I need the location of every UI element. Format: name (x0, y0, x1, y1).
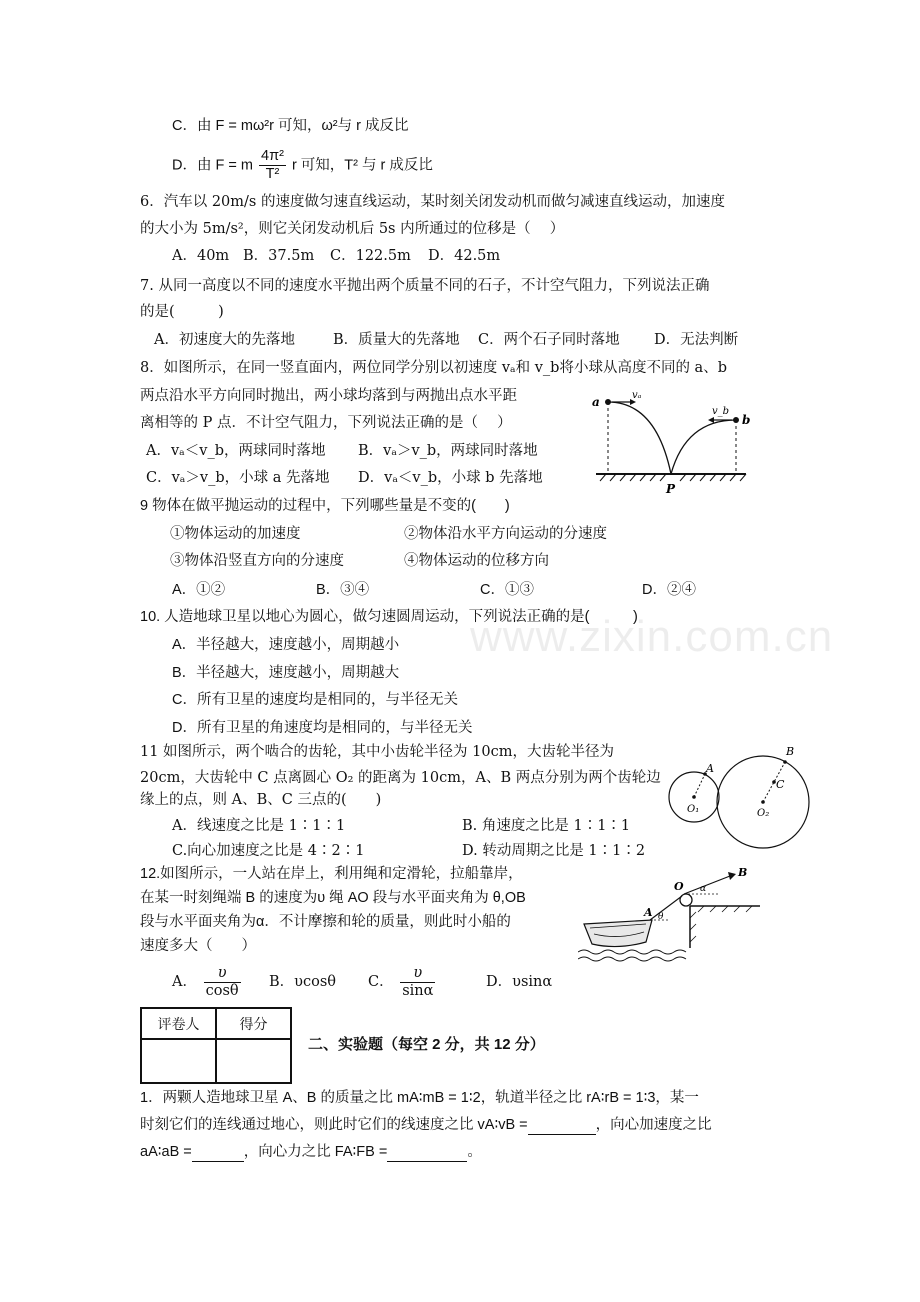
q5-option-d-denominator: T² (265, 166, 280, 182)
q12-option-c-label: C． (368, 974, 394, 990)
q9-item-1: ①物体运动的加速度 (170, 526, 301, 542)
q11-line2: 20cm，大齿轮中 C 点离圆心 O₂ 的距离为 10cm，A、B 两点分别为两个齿轮边 (140, 770, 661, 786)
q6-option-d: D．42.5m (428, 248, 501, 264)
q12-option-c-fraction (400, 965, 435, 1000)
watermark: www.zixin.com.cn (470, 612, 834, 661)
exp1-blank-force[interactable] (387, 1145, 467, 1162)
section2-title: 二、实验题（每空 2 分，共 12 分） (308, 1036, 545, 1053)
q11-option-c: C.向心加速度之比是 4∶2∶1 (172, 843, 365, 859)
q8-trajectory-b (671, 420, 736, 474)
q11-option-b: B. 角速度之比是 1∶1∶1 (462, 818, 631, 834)
q8-label-va: vₐ (632, 390, 642, 401)
q8-option-c: C．vₐ＞v_b，小球 a 先落地 (146, 470, 330, 486)
q11-label-o2: O₂ (757, 808, 770, 819)
q12-line1: 12.如图所示，一人站在岸上，利用绳和定滑轮，拉船靠岸， (140, 866, 523, 882)
q12-shore-hatch (690, 906, 752, 942)
q12-water-wave-1 (578, 950, 686, 954)
q9-option-a: A．①② (172, 582, 226, 598)
q8-label-b: b (742, 413, 751, 427)
q7-option-a: A．初速度大的先落地 (154, 332, 295, 348)
q8-figure (586, 386, 756, 498)
q8-ground-hatch (600, 474, 746, 481)
q10-option-d: D．所有卫星的角速度均是相同的，与半径无关 (172, 720, 473, 736)
q12-arrowhead-b (728, 872, 736, 880)
q12-line2: 在某一时刻绳端 B 的速度为υ 绳 AO 段与水平面夹角为 θ,OB (140, 890, 526, 906)
score-table-grader-cell[interactable] (141, 1039, 216, 1083)
q9-option-d: D．②④ (642, 582, 696, 598)
q8-line3: 离相等的 P 点．不计空气阻力，下列说法正确的是（ ） (140, 415, 512, 431)
q12-label-o: O (674, 880, 684, 893)
q11-option-a: A．线速度之比是 1∶1∶1 (172, 818, 346, 834)
exp1-blank-acceleration[interactable] (192, 1145, 244, 1162)
q9-item-2: ②物体沿水平方向运动的分速度 (404, 526, 607, 542)
q12-option-b: B．υcosθ (269, 974, 336, 990)
q8-label-vb: v_b (712, 406, 730, 417)
exp1-blank-velocity[interactable] (528, 1118, 596, 1135)
q12-label-theta: θ (658, 912, 664, 922)
q12-option-c-numerator: υ (400, 965, 435, 983)
exp1-line3 (140, 1142, 482, 1162)
q5-option-d (172, 148, 433, 183)
exp1-line2-end: ，向心加速度之比 (595, 1117, 712, 1133)
q9-stem: 9 物体在做平抛运动的过程中，下列哪些量是不变的( ) (140, 498, 510, 514)
q6-option-a: A．40m (172, 248, 230, 264)
q8-line1: 8．如图所示，在同一竖直面内，两位同学分别以初速度 vₐ和 v_b将小球从高度不同的 a、b (140, 360, 727, 376)
q8-arrowhead-vb (708, 417, 714, 423)
q12-option-a-fraction (204, 965, 241, 1000)
q11-figure (664, 740, 814, 862)
q7-line1: 7. 从同一高度以不同的速度水平抛出两个质量不同的石子，不计空气阻力，下列说法正确 (140, 278, 710, 294)
q11-option-d: D. 转动周期之比是 1∶1∶2 (462, 843, 646, 859)
q12-figure (578, 862, 768, 966)
score-table-grader-header: 评卷人 (141, 1008, 216, 1039)
score-table (140, 1007, 292, 1084)
q9-option-b: B．③④ (316, 582, 370, 598)
q7-line2: 的是( ) (140, 304, 224, 320)
q7-option-d: D．无法判断 (654, 332, 739, 348)
q5-option-d-prefix: D．由 F = m (172, 157, 253, 174)
exp1-line2 (140, 1115, 712, 1135)
q12-option-d: D．υsinα (486, 974, 553, 990)
q10-option-a: A．半径越大，速度越小，周期越小 (172, 637, 400, 653)
q8-label-a: a (592, 395, 600, 409)
q12-option-a-numerator: υ (204, 965, 241, 983)
q6-option-c: C．122.5m (330, 248, 411, 264)
q12-option-c-denominator: sinα (402, 982, 434, 999)
q10-option-b: B．半径越大，速度越小，周期越大 (172, 665, 400, 681)
q12-option-a (172, 962, 243, 1002)
q7-option-b: B．质量大的先落地 (333, 332, 460, 348)
exp1-line1: 1．两颗人造地球卫星 A、B 的质量之比 mA∶mB = 1∶2，轨道半径之比 rA∶rB = 1∶3，某一 (140, 1090, 699, 1106)
q12-label-b: B (738, 866, 748, 879)
q11-label-a: A (706, 762, 714, 775)
q12-option-c (368, 962, 437, 1002)
exp1-line3-b: ，向心力之比 FA∶FB = (243, 1144, 388, 1160)
q8-line2: 两点沿水平方向同时抛出，两小球均落到与两抛出点水平距 (140, 388, 517, 404)
q8-point-b (733, 417, 739, 423)
q5-option-d-numerator: 4π² (261, 148, 284, 164)
exp1-line3-a: aA∶aB = (140, 1144, 192, 1160)
q5-option-d-fraction (259, 148, 286, 183)
q11-line1: 11 如图所示，两个啮合的齿轮，其中小齿轮半径为 10cm，大齿轮半径为 (140, 744, 614, 760)
q11-label-o1: O₁ (687, 804, 700, 815)
q12-label-alpha: α (700, 884, 707, 894)
q12-rope-ob (684, 876, 730, 894)
q10-option-c: C．所有卫星的速度均是相同的，与半径无关 (172, 692, 458, 708)
exp1-line2-text: 时刻它们的连线通过地心，则此时它们的线速度之比 vA∶vB = (140, 1117, 528, 1133)
q8-label-p: P (666, 482, 676, 496)
q11-label-b: B (786, 745, 795, 758)
q9-option-c: C．①③ (480, 582, 534, 598)
q12-rope-ao (650, 896, 682, 920)
q12-option-a-label: A． (172, 974, 197, 990)
q11-line3: 缘上的点，则 A、B、C 三点的( ) (140, 792, 382, 808)
q8-option-d: D．vₐ＜v_b，小球 b 先落地 (358, 470, 543, 486)
q8-trajectory-a (608, 402, 671, 474)
q11-point-b (783, 760, 787, 764)
q12-water-wave-2 (578, 957, 686, 961)
exp1-line3-end: 。 (467, 1144, 482, 1160)
q6-line2: 的大小为 5m/s²，则它关闭发动机后 5s 内所通过的位移是（ ） (140, 221, 565, 237)
q6-line1: 6．汽车以 20m/s 的速度做匀速直线运动，某时刻关闭发动机而做匀减速直线运动，加速度 (140, 194, 725, 210)
q12-label-a: A (644, 906, 653, 919)
q6-option-b: B．37.5m (243, 248, 315, 264)
q9-item-4: ④物体运动的位移方向 (404, 553, 549, 569)
q9-item-3: ③物体沿竖直方向的分速度 (170, 553, 344, 569)
q5-option-d-suffix: r 可知，T² 与 r 成反比 (291, 157, 433, 174)
q12-option-a-denominator: cosθ (205, 982, 239, 999)
q8-point-a (605, 399, 611, 405)
q8-option-b: B．vₐ＞v_b，两球同时落地 (358, 443, 538, 459)
q5-option-c: C．由 F = mω²r 可知，ω²与 r 成反比 (172, 118, 409, 134)
q11-label-c: C (776, 778, 785, 791)
q8-option-a: A．vₐ＜v_b，两球同时落地 (146, 443, 326, 459)
q12-line4: 速度多大（ ） (140, 938, 256, 954)
q10-stem: 10. 人造地球卫星以地心为圆心，做匀速圆周运动，下列说法正确的是( ) (140, 609, 638, 625)
q11-radius-a (694, 774, 705, 797)
q12-line3: 段与水平面夹角为α．不计摩擦和轮的质量，则此时小船的 (140, 914, 511, 930)
q7-option-c: C．两个石子同时落地 (478, 332, 620, 348)
score-table-score-cell[interactable] (216, 1039, 291, 1083)
score-table-score-header: 得分 (216, 1008, 291, 1039)
